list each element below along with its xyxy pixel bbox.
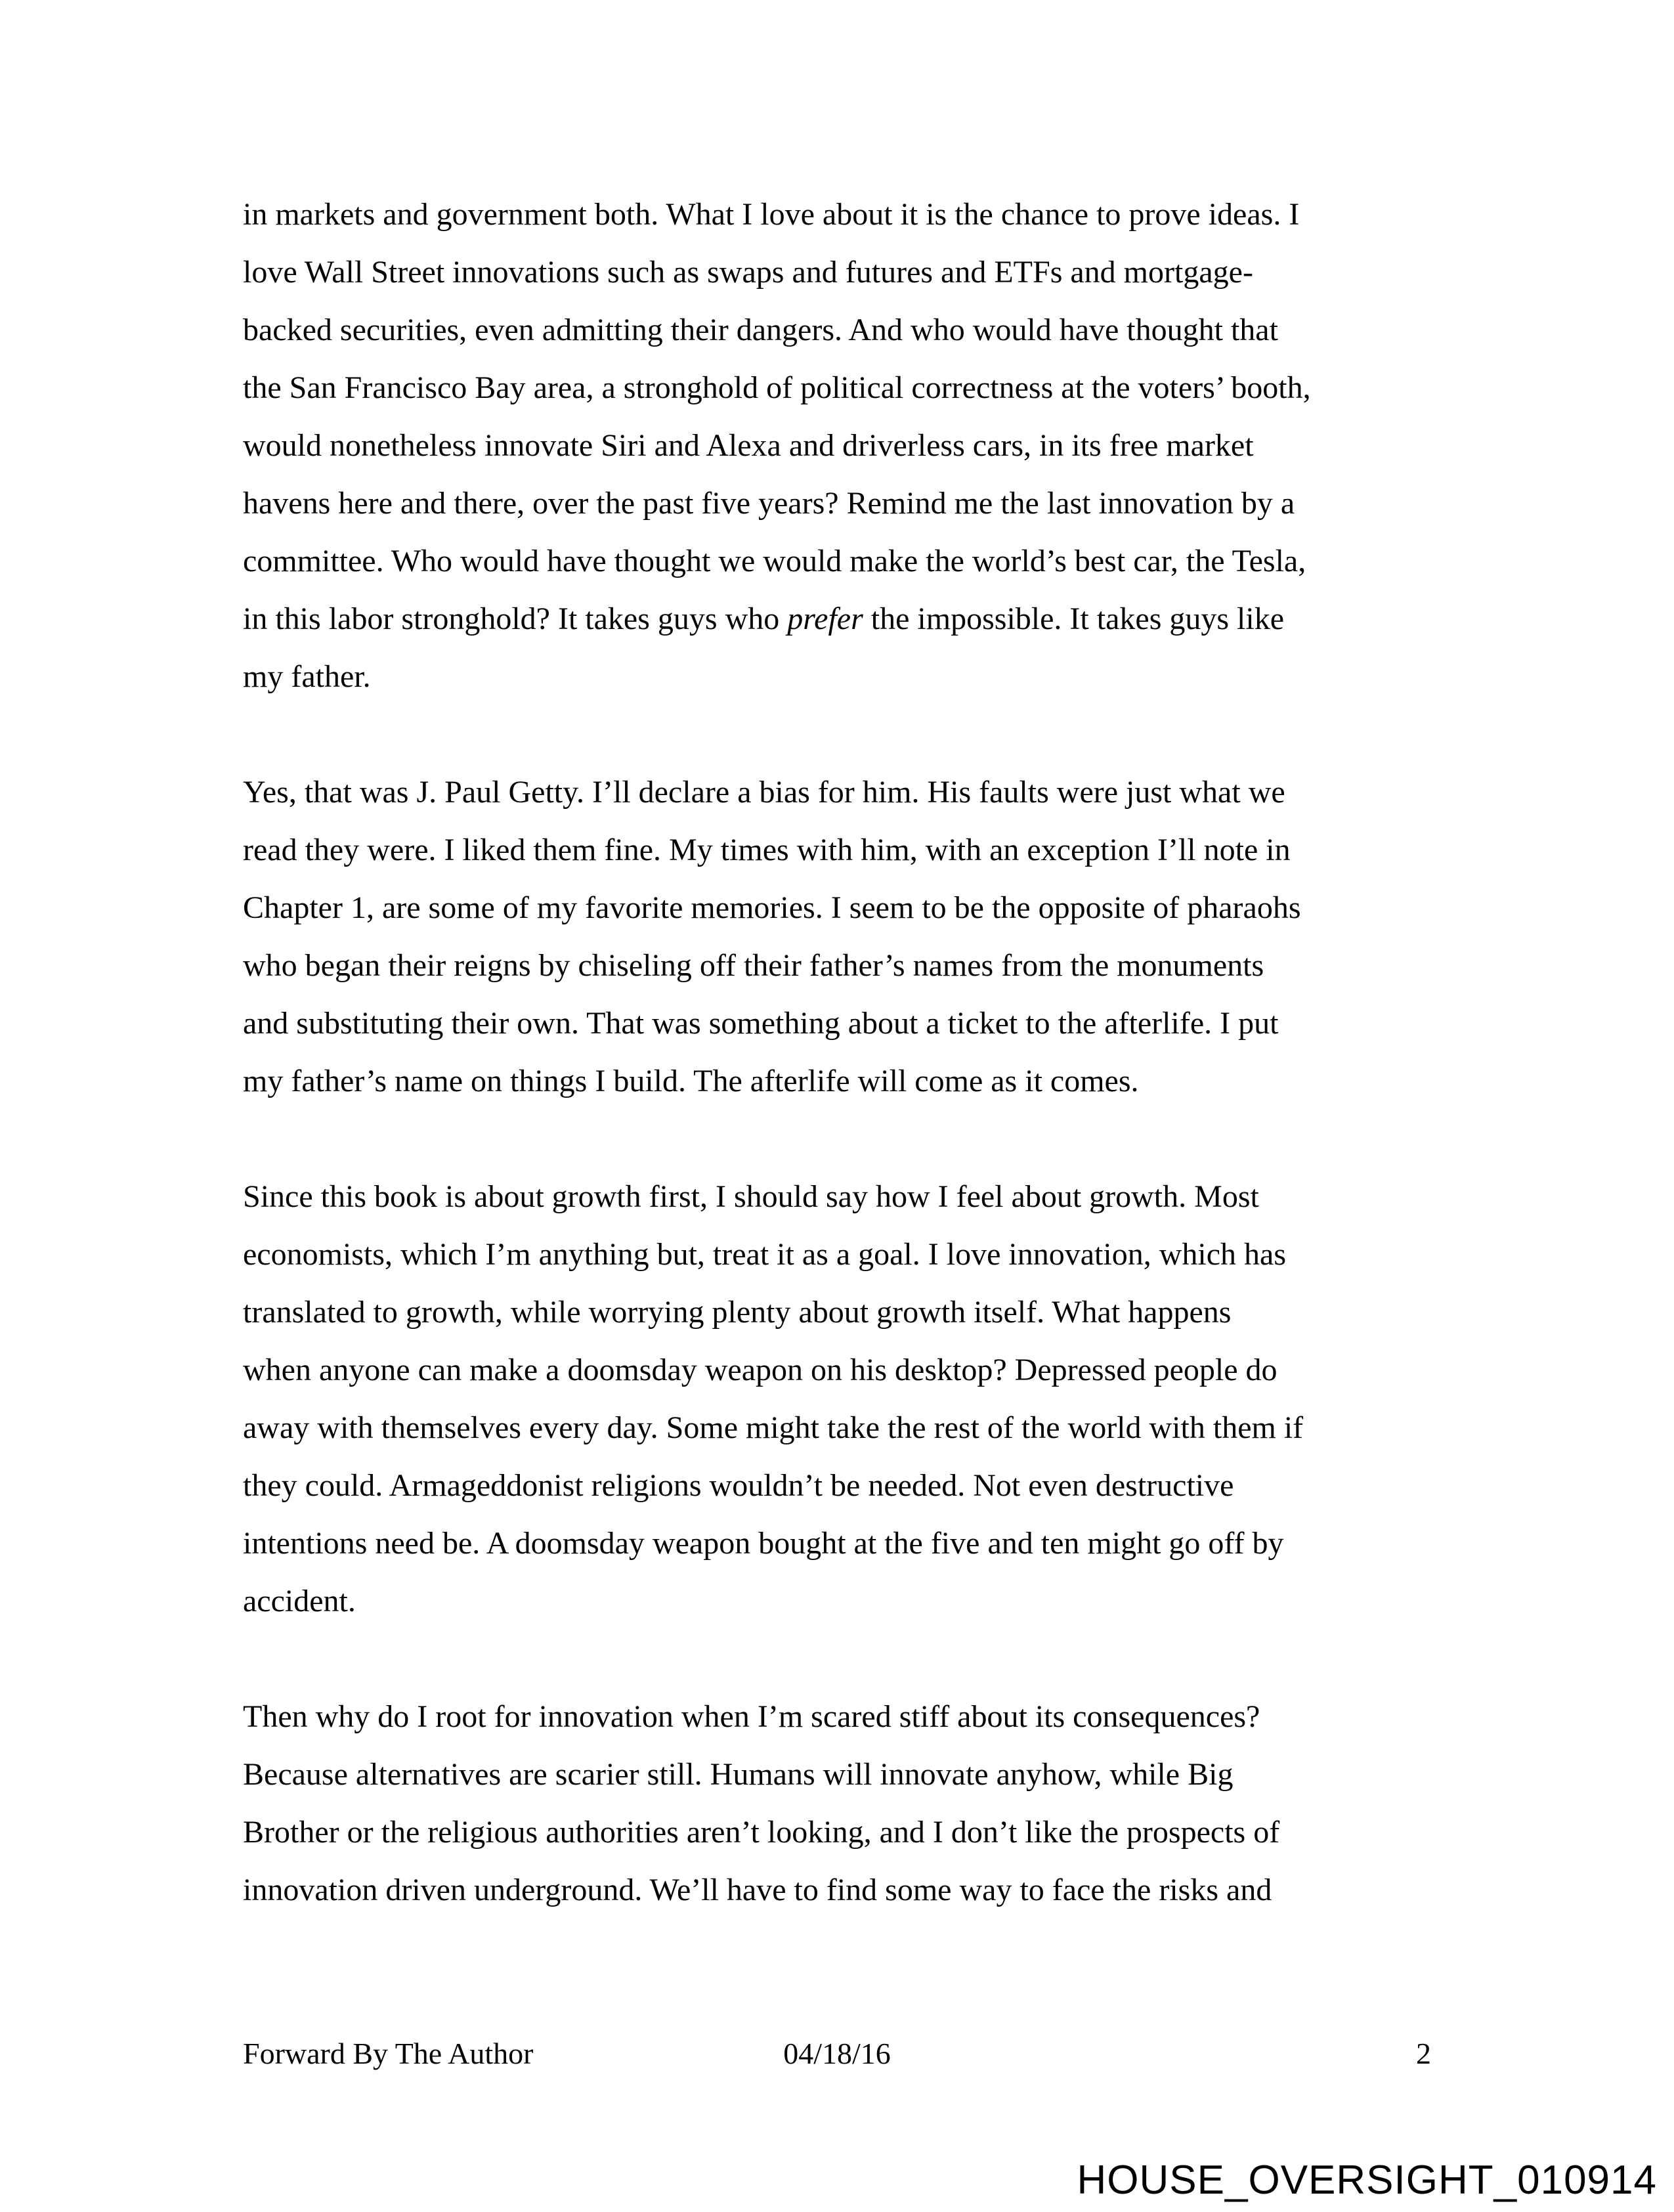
text-segment: they could. Armageddonist religions wouldn’t be needed. Not even destructive <box>243 1468 1234 1503</box>
text-segment: Because alternatives are scarier still. Humans will innovate anyhow, while Big <box>243 1757 1234 1792</box>
page-footer <box>243 2034 1431 2073</box>
text-line <box>243 301 1434 359</box>
text-line <box>243 821 1434 879</box>
text-line <box>243 359 1434 417</box>
paragraph <box>243 764 1434 1110</box>
text-segment: havens here and there, over the past five years? Remind me the last innovation by a <box>243 486 1295 521</box>
text-line <box>243 1688 1434 1746</box>
text-line <box>243 764 1434 821</box>
text-segment: would nonetheless innovate Siri and Alexa and driverless cars, in its free market <box>243 428 1254 463</box>
text-segment: the impossible. It takes guys like <box>863 601 1285 636</box>
text-line <box>243 590 1434 648</box>
bates-stamp: HOUSE_OVERSIGHT_010914 <box>1077 2158 1657 2203</box>
text-segment: read they were. I liked them fine. My times with him, with an exception I’ll note in <box>243 833 1291 867</box>
text-segment: when anyone can make a doomsday weapon on his desktop? Depressed people do <box>243 1353 1277 1387</box>
text-line <box>243 244 1434 301</box>
document-body <box>243 186 1434 1977</box>
text-line <box>243 879 1434 937</box>
footer-section-title: Forward By The Author <box>243 2037 534 2070</box>
paragraph <box>243 1688 1434 1919</box>
text-line <box>243 417 1434 475</box>
text-segment: Since this book is about growth first, I should say how I feel about growth. Most <box>243 1179 1259 1214</box>
text-segment: love Wall Street innovations such as swaps and futures and ETFs and mortgage- <box>243 255 1253 290</box>
text-line <box>243 475 1434 532</box>
paragraph <box>243 186 1434 706</box>
text-segment: translated to growth, while worrying plenty about growth itself. What happens <box>243 1295 1232 1330</box>
text-line <box>243 1284 1434 1341</box>
text-line <box>243 1804 1434 1861</box>
text-line <box>243 1341 1434 1399</box>
text-segment: Then why do I root for innovation when I’m scared stiff about its consequences? <box>243 1699 1260 1734</box>
text-line <box>243 186 1434 244</box>
text-line <box>243 1168 1434 1226</box>
text-segment: Brother or the religious authorities aren’t looking, and I don’t like the prospects of <box>243 1815 1280 1850</box>
text-segment: accident. <box>243 1584 356 1618</box>
text-segment: Chapter 1, are some of my favorite memories. I seem to be the opposite of pharaohs <box>243 890 1301 925</box>
text-segment: in markets and government both. What I love about it is the chance to prove ideas. I <box>243 197 1300 232</box>
text-segment: backed securities, even admitting their dangers. And who would have thought that <box>243 313 1278 347</box>
text-segment: economists, which I’m anything but, treat it as a goal. I love innovation, which has <box>243 1237 1286 1272</box>
text-segment: Yes, that was J. Paul Getty. I’ll declare a bias for him. His faults were just what we <box>243 775 1285 810</box>
text-line <box>243 1457 1434 1515</box>
text-line <box>243 532 1434 590</box>
text-segment: and substituting their own. That was something about a ticket to the afterlife. I put <box>243 1006 1279 1041</box>
text-segment: who began their reigns by chiseling off their father’s names from the monuments <box>243 948 1264 983</box>
footer-date: 04/18/16 <box>783 2037 891 2070</box>
text-line <box>243 1515 1434 1572</box>
text-line <box>243 937 1434 995</box>
text-segment: innovation driven underground. We’ll have to find some way to face the risks and <box>243 1873 1272 1907</box>
text-segment: in this labor stronghold? It takes guys who <box>243 601 788 636</box>
text-line <box>243 995 1434 1052</box>
text-line <box>243 1052 1434 1110</box>
text-line <box>243 1226 1434 1284</box>
text-line <box>243 1572 1434 1630</box>
footer-page-number: 2 <box>1416 2037 1431 2070</box>
text-segment: my father’s name on things I build. The afterlife will come as it comes. <box>243 1064 1139 1098</box>
text-line <box>243 1861 1434 1919</box>
text-line <box>243 1399 1434 1457</box>
text-segment: intentions need be. A doomsday weapon bought at the five and ten might go off by <box>243 1526 1284 1561</box>
text-line <box>243 648 1434 706</box>
text-segment: away with themselves every day. Some might take the rest of the world with them if <box>243 1410 1304 1445</box>
text-line <box>243 1746 1434 1804</box>
text-segment: committee. Who would have thought we would make the world’s best car, the Tesla, <box>243 544 1306 578</box>
text-segment: my father. <box>243 659 371 694</box>
italic-text: prefer <box>787 601 863 636</box>
paragraph <box>243 1168 1434 1630</box>
text-segment: the San Francisco Bay area, a stronghold of political correctness at the voters’ booth, <box>243 370 1311 405</box>
